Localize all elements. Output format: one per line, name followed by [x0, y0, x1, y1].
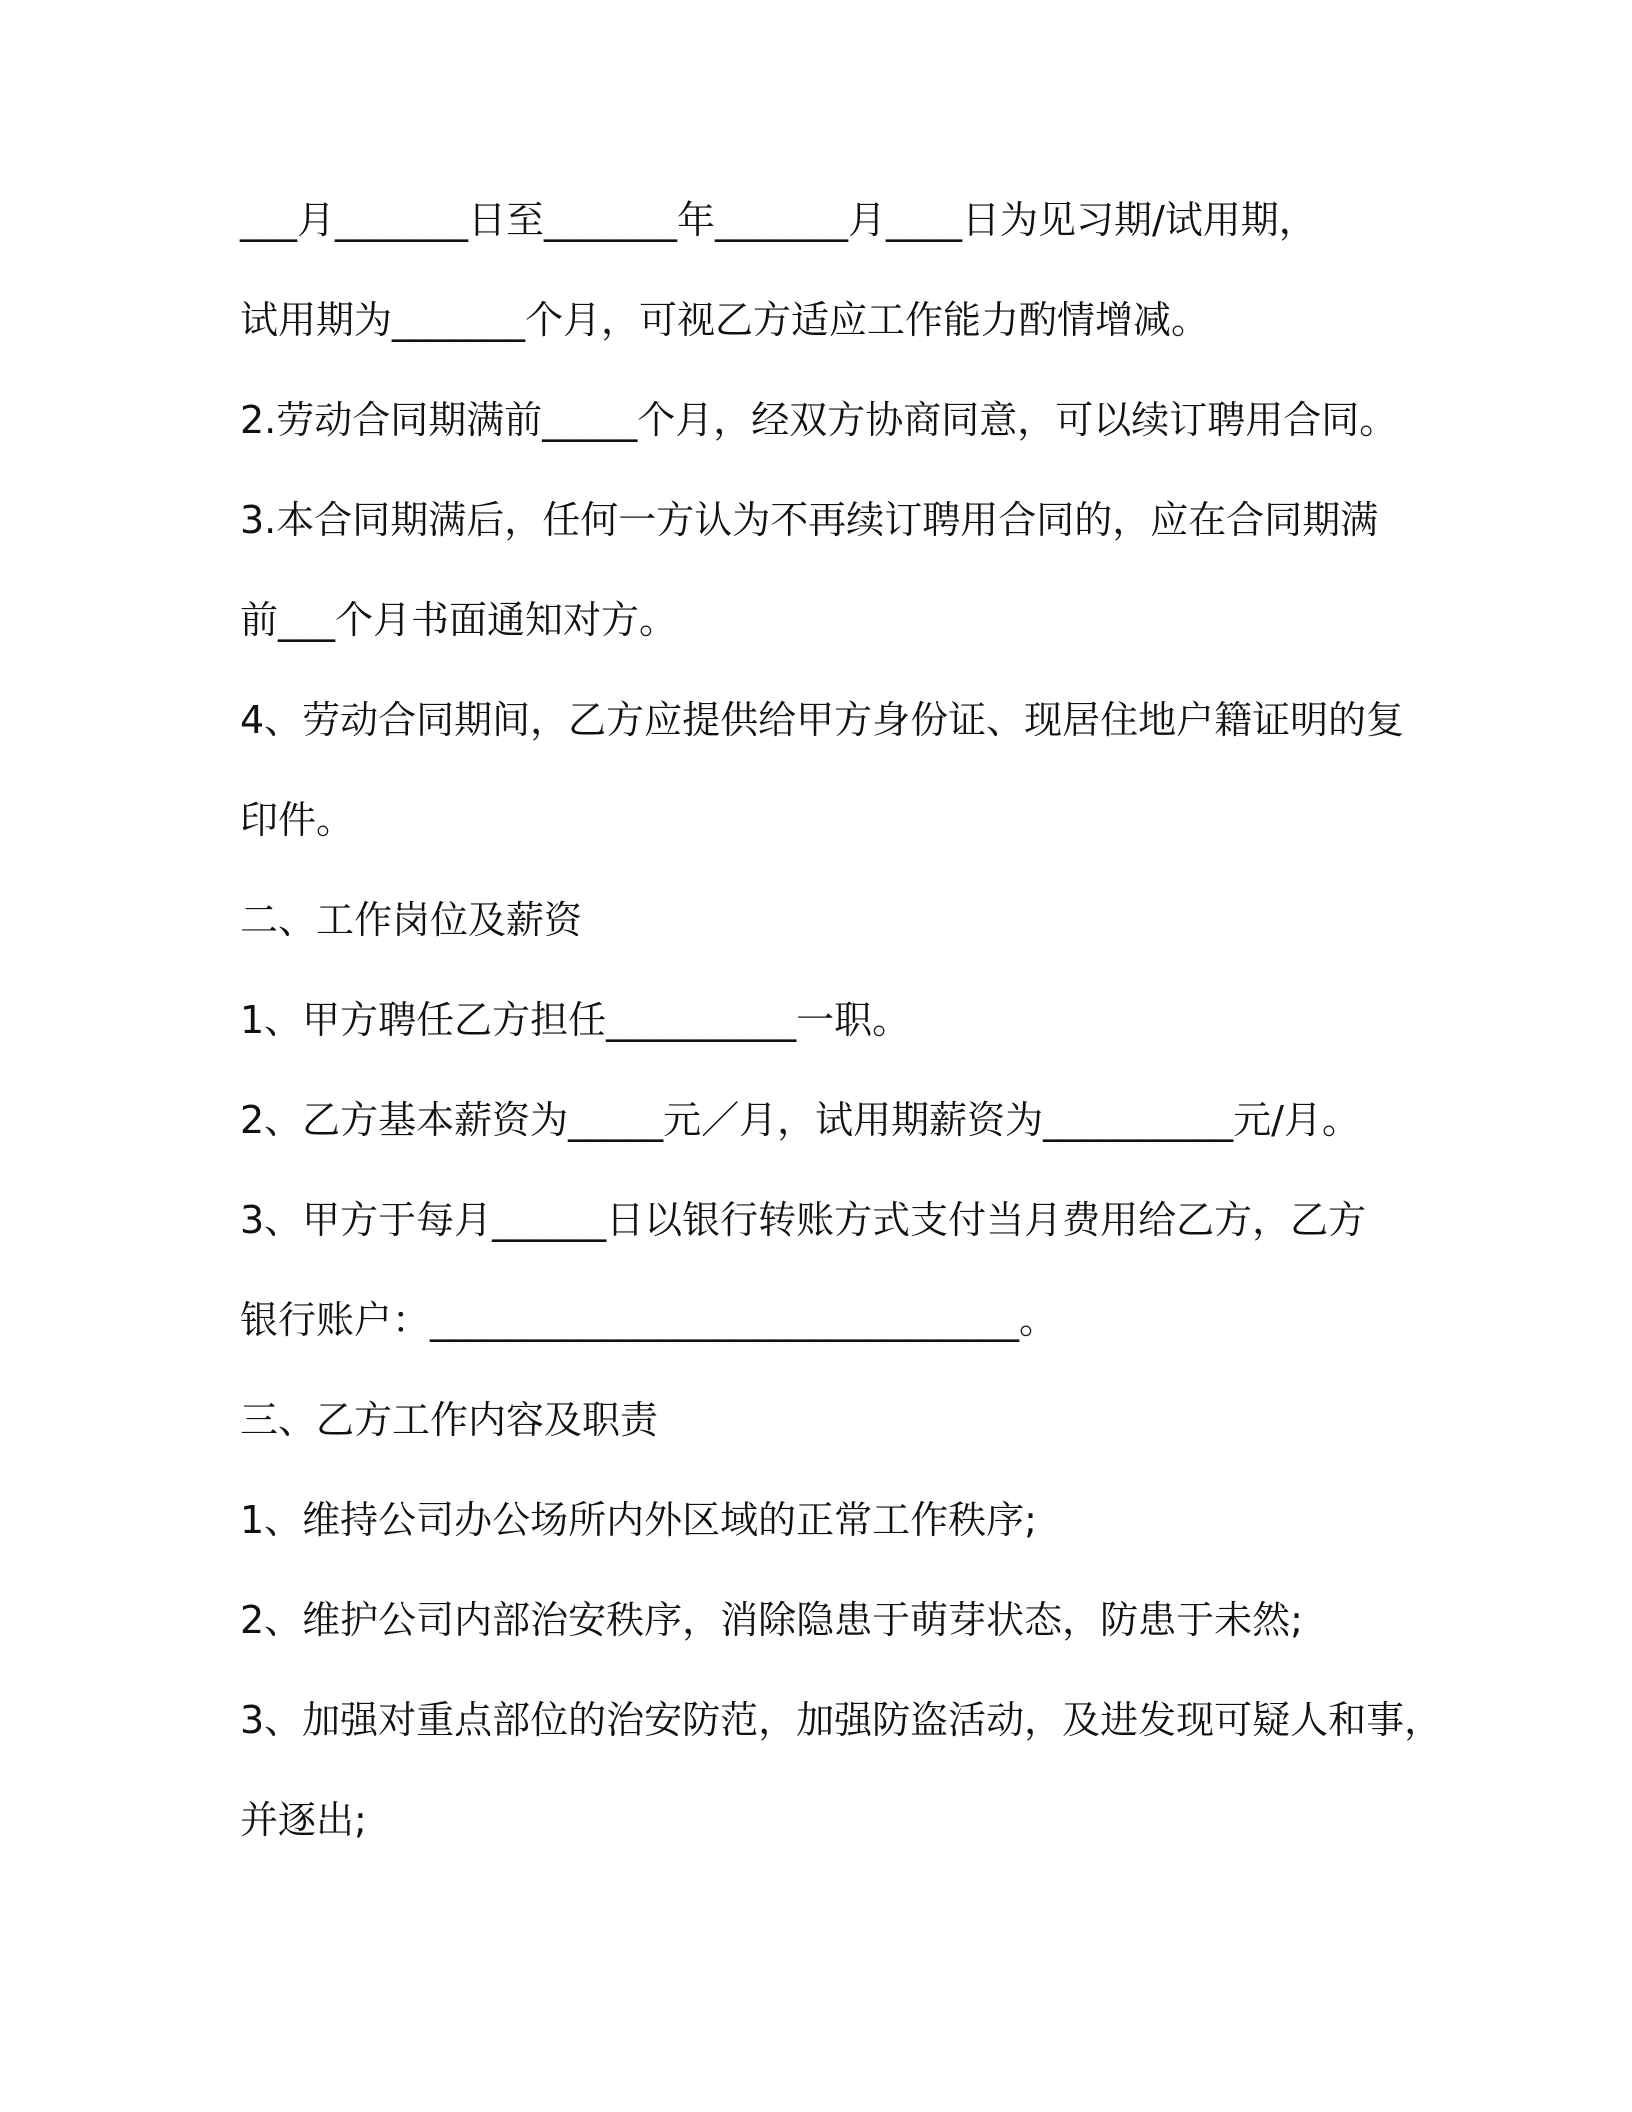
text-line: 并逐出; [240, 1798, 367, 1842]
text-line: 印件。 [240, 798, 355, 842]
text-line: 2.劳动合同期满前_____个月，经双方协商同意，可以续订聘用合同。 [240, 398, 1398, 442]
text-line: 银行账户：_______________________________。 [240, 1298, 1058, 1342]
text-line: 1、维持公司办公场所内外区域的正常工作秩序; [240, 1498, 1037, 1542]
text-line: 1、甲方聘任乙方担任__________一职。 [240, 998, 911, 1042]
section-heading: 三、乙方工作内容及职责 [240, 1398, 659, 1442]
text-line: 2、维护公司内部治安秩序，消除隐患于萌芽状态，防患于未然; [240, 1598, 1303, 1642]
text-line: 4、劳动合同期间，乙方应提供给甲方身份证、现居住地户籍证明的复 [240, 698, 1405, 742]
text-line: 前___个月书面通知对方。 [240, 598, 678, 642]
text-line: 3.本合同期满后，任何一方认为不再续订聘用合同的，应在合同期满 [240, 498, 1379, 542]
text-line: 3、加强对重点部位的治安防范，加强防盗活动，及进发现可疑人和事， [240, 1698, 1443, 1742]
text-line: 3、甲方于每月______日以银行转账方式支付当月费用给乙方，乙方 [240, 1198, 1367, 1242]
text-line: ___月_______日至_______年_______月____日为见习期/试用期， [240, 198, 1317, 242]
section-heading: 二、工作岗位及薪资 [240, 898, 583, 942]
text-line: 2、乙方基本薪资为_____元／月，试用期薪资为__________元/月。 [240, 1098, 1360, 1142]
text-line: 试用期为_______个月，可视乙方适应工作能力酌情增减。 [240, 298, 1210, 342]
